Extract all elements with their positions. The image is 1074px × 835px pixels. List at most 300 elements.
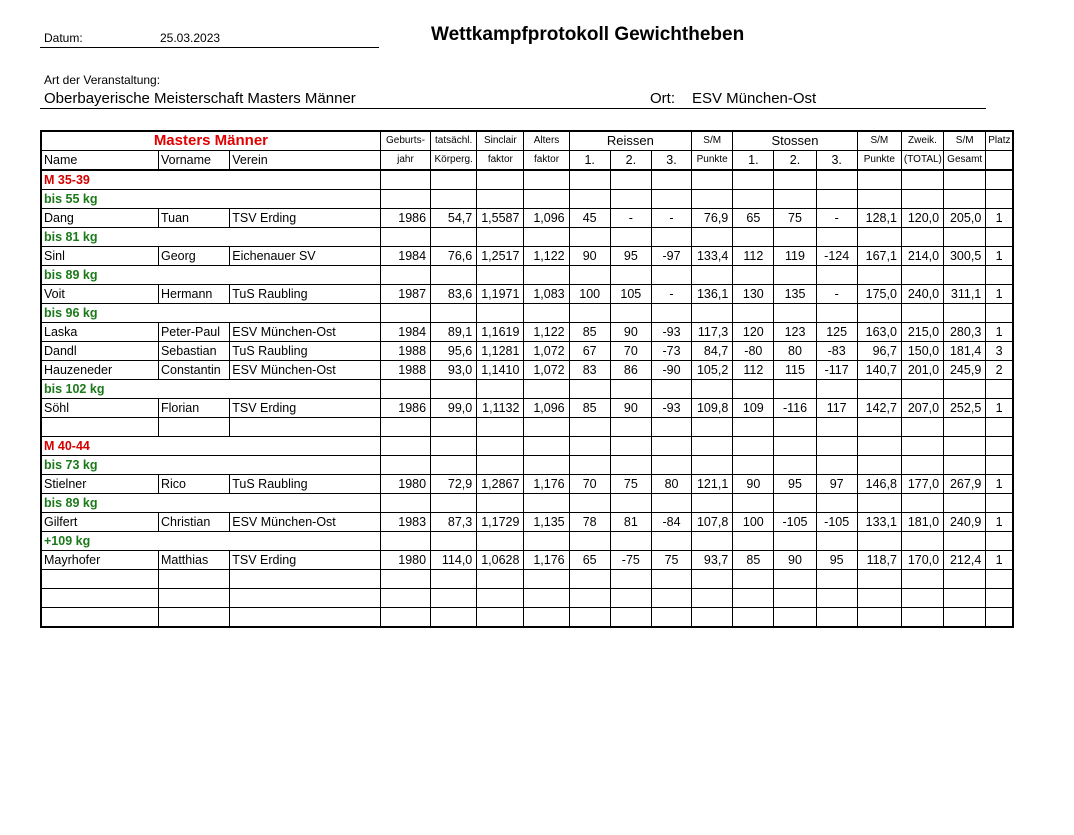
col-bodyweight-top: tatsächl. — [431, 131, 477, 151]
empty-cell — [816, 228, 857, 247]
cell-age-factor: 1,083 — [524, 285, 569, 304]
empty-cell — [158, 589, 229, 608]
col-name: Name — [41, 151, 158, 171]
weight-class-label: bis 89 kg — [41, 494, 380, 513]
empty-cell — [733, 380, 774, 399]
category-row — [41, 190, 1013, 209]
col-total-top: Zweik. — [901, 131, 943, 151]
empty-cell — [692, 380, 733, 399]
athlete-row — [41, 475, 1013, 494]
empty-cell — [431, 589, 477, 608]
empty-cell — [524, 532, 569, 551]
cell-name: Dandl — [41, 342, 158, 361]
empty-cell — [477, 266, 524, 285]
cell-vorname: Hermann — [158, 285, 229, 304]
cell-cj-sm-points: 175,0 — [857, 285, 901, 304]
cell-total-sm: 212,4 — [944, 551, 986, 570]
empty-cell — [380, 190, 430, 209]
cell-total: 181,0 — [901, 513, 943, 532]
empty-cell — [901, 228, 943, 247]
cell-total: 170,0 — [901, 551, 943, 570]
empty-cell — [477, 589, 524, 608]
empty-cell — [569, 437, 610, 456]
cell-snatch-2: 95 — [610, 247, 651, 266]
empty-cell — [944, 380, 986, 399]
cell-cj-sm-points: 163,0 — [857, 323, 901, 342]
empty-cell — [901, 380, 943, 399]
empty-cell — [524, 266, 569, 285]
cell-place: 1 — [986, 247, 1013, 266]
cell-snatch-3: -73 — [651, 342, 691, 361]
col-cj-sm-top: S/M — [857, 131, 901, 151]
empty-cell — [610, 190, 651, 209]
weight-class-label: bis 96 kg — [41, 304, 380, 323]
weight-class-label: bis 102 kg — [41, 380, 380, 399]
empty-cell — [986, 380, 1013, 399]
empty-cell — [944, 570, 986, 589]
empty-cell — [477, 532, 524, 551]
cell-snatch-2: 81 — [610, 513, 651, 532]
empty-cell — [986, 456, 1013, 475]
empty-cell — [816, 190, 857, 209]
col-total-bottom: (TOTAL) — [901, 151, 943, 171]
empty-cell — [857, 418, 901, 437]
category-row — [41, 456, 1013, 475]
cell-verein: Eichenauer SV — [230, 247, 381, 266]
cell-place: 3 — [986, 342, 1013, 361]
cell-cj-sm-points: 96,7 — [857, 342, 901, 361]
empty-cell — [816, 380, 857, 399]
empty-cell — [986, 608, 1013, 628]
cell-cj-sm-points: 146,8 — [857, 475, 901, 494]
cell-bodyweight: 76,6 — [431, 247, 477, 266]
empty-cell — [380, 437, 430, 456]
cell-sinclair-factor: 1,1281 — [477, 342, 524, 361]
empty-cell — [569, 418, 610, 437]
cell-snatch-2: -75 — [610, 551, 651, 570]
empty-cell — [816, 589, 857, 608]
cell-snatch-sm-points: 121,1 — [692, 475, 733, 494]
empty-cell — [816, 266, 857, 285]
empty-cell — [901, 190, 943, 209]
empty-cell — [733, 570, 774, 589]
empty-cell — [774, 437, 816, 456]
empty-cell — [477, 456, 524, 475]
empty-cell — [774, 228, 816, 247]
event-type-label: Art der Veranstaltung: — [44, 73, 161, 87]
empty-cell — [944, 494, 986, 513]
empty-cell — [569, 494, 610, 513]
cell-place: 1 — [986, 551, 1013, 570]
cell-cj-1: 130 — [733, 285, 774, 304]
location-value: ESV München-Ost — [692, 90, 817, 107]
cell-vorname: Constantin — [158, 361, 229, 380]
empty-row — [41, 570, 1013, 589]
cell-birth-year: 1980 — [380, 475, 430, 494]
cell-birth-year: 1986 — [380, 399, 430, 418]
cell-total-sm: 205,0 — [944, 209, 986, 228]
empty-cell — [816, 456, 857, 475]
cell-cj-sm-points: 128,1 — [857, 209, 901, 228]
location-label: Ort: — [650, 90, 675, 107]
category-row — [41, 304, 1013, 323]
cell-vorname: Peter-Paul — [158, 323, 229, 342]
empty-cell — [816, 170, 857, 190]
cell-sinclair-factor: 1,0628 — [477, 551, 524, 570]
age-class-label: M 35-39 — [41, 170, 380, 190]
empty-cell — [610, 589, 651, 608]
empty-cell — [158, 608, 229, 628]
cell-snatch-1: 78 — [569, 513, 610, 532]
col-place-bottom — [986, 151, 1013, 171]
empty-cell — [944, 228, 986, 247]
empty-cell — [986, 418, 1013, 437]
cell-total-sm: 300,5 — [944, 247, 986, 266]
empty-cell — [569, 170, 610, 190]
empty-cell — [944, 456, 986, 475]
empty-cell — [733, 190, 774, 209]
empty-cell — [774, 190, 816, 209]
empty-cell — [230, 589, 381, 608]
cell-age-factor: 1,135 — [524, 513, 569, 532]
empty-cell — [944, 589, 986, 608]
col-snatch-3: 3. — [651, 151, 691, 171]
col-sinclair-top: Sinclair — [477, 131, 524, 151]
empty-cell — [651, 266, 691, 285]
col-cj-1: 1. — [733, 151, 774, 171]
cell-place: 1 — [986, 323, 1013, 342]
cell-snatch-3: -97 — [651, 247, 691, 266]
cell-cj-2: 95 — [774, 475, 816, 494]
empty-cell — [610, 532, 651, 551]
empty-cell — [692, 589, 733, 608]
empty-cell — [816, 418, 857, 437]
cell-snatch-sm-points: 93,7 — [692, 551, 733, 570]
cell-age-factor: 1,072 — [524, 361, 569, 380]
cell-verein: ESV München-Ost — [230, 323, 381, 342]
cell-cj-3: -124 — [816, 247, 857, 266]
empty-cell — [986, 494, 1013, 513]
results-table — [40, 130, 1014, 628]
empty-cell — [380, 570, 430, 589]
athlete-row — [41, 342, 1013, 361]
category-row — [41, 380, 1013, 399]
cell-cj-sm-points: 142,7 — [857, 399, 901, 418]
empty-cell — [651, 304, 691, 323]
cell-total: 150,0 — [901, 342, 943, 361]
empty-cell — [944, 190, 986, 209]
empty-cell — [431, 532, 477, 551]
cell-name: Gilfert — [41, 513, 158, 532]
cell-cj-2: -105 — [774, 513, 816, 532]
category-row — [41, 532, 1013, 551]
empty-cell — [569, 532, 610, 551]
empty-cell — [651, 494, 691, 513]
empty-cell — [733, 456, 774, 475]
empty-cell — [477, 170, 524, 190]
empty-cell — [774, 380, 816, 399]
age-class-label: M 40-44 — [41, 437, 380, 456]
empty-cell — [944, 266, 986, 285]
empty-cell — [901, 570, 943, 589]
cell-bodyweight: 87,3 — [431, 513, 477, 532]
cell-age-factor: 1,096 — [524, 209, 569, 228]
empty-cell — [569, 589, 610, 608]
cell-sinclair-factor: 1,1410 — [477, 361, 524, 380]
empty-cell — [610, 380, 651, 399]
col-vorname: Vorname — [158, 151, 229, 171]
col-total-sm-top: S/M — [944, 131, 986, 151]
cell-bodyweight: 72,9 — [431, 475, 477, 494]
cell-name: Hauzeneder — [41, 361, 158, 380]
empty-cell — [380, 418, 430, 437]
cell-snatch-sm-points: 133,4 — [692, 247, 733, 266]
empty-cell — [610, 266, 651, 285]
empty-cell — [651, 380, 691, 399]
empty-cell — [610, 418, 651, 437]
empty-cell — [524, 608, 569, 628]
cell-sinclair-factor: 1,5587 — [477, 209, 524, 228]
empty-cell — [569, 570, 610, 589]
empty-cell — [569, 608, 610, 628]
empty-cell — [380, 532, 430, 551]
cell-age-factor: 1,122 — [524, 323, 569, 342]
empty-cell — [524, 380, 569, 399]
empty-cell — [692, 266, 733, 285]
header-row-2 — [41, 151, 1013, 171]
empty-cell — [651, 437, 691, 456]
empty-cell — [610, 228, 651, 247]
col-cj-group: Stossen — [733, 131, 857, 151]
cell-snatch-1: 90 — [569, 247, 610, 266]
col-cj-3: 3. — [816, 151, 857, 171]
col-verein: Verein — [230, 151, 381, 171]
category-row — [41, 437, 1013, 456]
cell-verein: TuS Raubling — [230, 285, 381, 304]
empty-cell — [901, 456, 943, 475]
cell-snatch-3: - — [651, 285, 691, 304]
cell-snatch-1: 100 — [569, 285, 610, 304]
empty-cell — [944, 304, 986, 323]
empty-cell — [901, 266, 943, 285]
empty-cell — [431, 437, 477, 456]
empty-cell — [901, 494, 943, 513]
empty-cell — [857, 266, 901, 285]
empty-cell — [610, 437, 651, 456]
cell-cj-1: 65 — [733, 209, 774, 228]
empty-cell — [774, 304, 816, 323]
empty-cell — [774, 589, 816, 608]
cell-cj-2: 90 — [774, 551, 816, 570]
empty-cell — [477, 437, 524, 456]
cell-cj-3: -117 — [816, 361, 857, 380]
empty-cell — [857, 456, 901, 475]
col-snatch-2: 2. — [610, 151, 651, 171]
cell-vorname: Sebastian — [158, 342, 229, 361]
empty-cell — [944, 418, 986, 437]
cell-name: Mayrhofer — [41, 551, 158, 570]
cell-total: 177,0 — [901, 475, 943, 494]
cell-sinclair-factor: 1,1132 — [477, 399, 524, 418]
cell-age-factor: 1,096 — [524, 399, 569, 418]
empty-cell — [569, 228, 610, 247]
empty-cell — [692, 437, 733, 456]
empty-cell — [986, 170, 1013, 190]
cell-place: 1 — [986, 209, 1013, 228]
empty-cell — [857, 570, 901, 589]
cell-vorname: Matthias — [158, 551, 229, 570]
cell-verein: ESV München-Ost — [230, 513, 381, 532]
col-age-top: Alters — [524, 131, 569, 151]
empty-cell — [901, 437, 943, 456]
empty-cell — [477, 190, 524, 209]
athlete-row — [41, 513, 1013, 532]
cell-cj-1: 90 — [733, 475, 774, 494]
weight-class-label: +109 kg — [41, 532, 380, 551]
empty-cell — [524, 437, 569, 456]
col-sinclair-bottom: faktor — [477, 151, 524, 171]
cell-vorname: Christian — [158, 513, 229, 532]
empty-cell — [380, 228, 430, 247]
empty-cell — [380, 170, 430, 190]
empty-cell — [733, 437, 774, 456]
empty-cell — [524, 589, 569, 608]
col-cj-sm-bottom: Punkte — [857, 151, 901, 171]
empty-cell — [986, 532, 1013, 551]
cell-place: 1 — [986, 513, 1013, 532]
cell-bodyweight: 83,6 — [431, 285, 477, 304]
empty-cell — [692, 608, 733, 628]
cell-verein: TSV Erding — [230, 399, 381, 418]
cell-vorname: Florian — [158, 399, 229, 418]
empty-cell — [901, 589, 943, 608]
empty-cell — [651, 570, 691, 589]
athlete-row — [41, 399, 1013, 418]
empty-cell — [610, 494, 651, 513]
cell-snatch-3: -90 — [651, 361, 691, 380]
col-birth-bottom: jahr — [380, 151, 430, 171]
weight-class-label: bis 81 kg — [41, 228, 380, 247]
cell-snatch-2: 86 — [610, 361, 651, 380]
empty-cell — [857, 589, 901, 608]
empty-cell — [158, 570, 229, 589]
col-place-top: Platz — [986, 131, 1013, 151]
cell-total: 240,0 — [901, 285, 943, 304]
empty-cell — [692, 456, 733, 475]
cell-cj-2: 115 — [774, 361, 816, 380]
empty-cell — [380, 304, 430, 323]
athlete-row — [41, 285, 1013, 304]
cell-total: 214,0 — [901, 247, 943, 266]
empty-cell — [524, 418, 569, 437]
empty-cell — [816, 570, 857, 589]
empty-cell — [610, 170, 651, 190]
col-cj-2: 2. — [774, 151, 816, 171]
empty-cell — [380, 380, 430, 399]
cell-snatch-1: 83 — [569, 361, 610, 380]
empty-cell — [857, 190, 901, 209]
empty-cell — [816, 304, 857, 323]
event-name: Oberbayerische Meisterschaft Masters Männer — [44, 90, 356, 107]
empty-cell — [569, 190, 610, 209]
empty-cell — [774, 532, 816, 551]
cell-age-factor: 1,176 — [524, 551, 569, 570]
empty-cell — [524, 456, 569, 475]
col-total-sm-bottom: Gesamt — [944, 151, 986, 171]
cell-age-factor: 1,072 — [524, 342, 569, 361]
cell-cj-3: -105 — [816, 513, 857, 532]
cell-snatch-3: -93 — [651, 323, 691, 342]
empty-cell — [816, 437, 857, 456]
cell-verein: TuS Raubling — [230, 475, 381, 494]
cell-snatch-sm-points: 117,3 — [692, 323, 733, 342]
cell-place: 2 — [986, 361, 1013, 380]
empty-cell — [431, 170, 477, 190]
cell-cj-sm-points: 140,7 — [857, 361, 901, 380]
cell-cj-2: 119 — [774, 247, 816, 266]
empty-cell — [774, 170, 816, 190]
empty-cell — [857, 170, 901, 190]
empty-cell — [569, 304, 610, 323]
cell-verein: ESV München-Ost — [230, 361, 381, 380]
cell-cj-1: 120 — [733, 323, 774, 342]
weight-class-label: bis 89 kg — [41, 266, 380, 285]
cell-vorname: Rico — [158, 475, 229, 494]
empty-cell — [41, 418, 158, 437]
empty-cell — [733, 304, 774, 323]
category-row — [41, 228, 1013, 247]
athlete-row — [41, 551, 1013, 570]
cell-cj-2: 135 — [774, 285, 816, 304]
cell-snatch-sm-points: 109,8 — [692, 399, 733, 418]
cell-name: Dang — [41, 209, 158, 228]
empty-cell — [774, 608, 816, 628]
empty-cell — [230, 608, 381, 628]
empty-cell — [41, 608, 158, 628]
cell-sinclair-factor: 1,1729 — [477, 513, 524, 532]
empty-cell — [610, 570, 651, 589]
cell-cj-sm-points: 118,7 — [857, 551, 901, 570]
cell-total-sm: 280,3 — [944, 323, 986, 342]
empty-cell — [944, 437, 986, 456]
cell-snatch-2: 105 — [610, 285, 651, 304]
empty-cell — [431, 608, 477, 628]
cell-snatch-3: 80 — [651, 475, 691, 494]
empty-cell — [380, 608, 430, 628]
cell-cj-3: 117 — [816, 399, 857, 418]
empty-cell — [610, 304, 651, 323]
empty-cell — [816, 532, 857, 551]
cell-sinclair-factor: 1,1971 — [477, 285, 524, 304]
cell-place: 1 — [986, 475, 1013, 494]
empty-cell — [524, 228, 569, 247]
cell-bodyweight: 89,1 — [431, 323, 477, 342]
empty-cell — [569, 456, 610, 475]
empty-cell — [569, 380, 610, 399]
cell-cj-1: 109 — [733, 399, 774, 418]
athlete-row — [41, 361, 1013, 380]
empty-cell — [431, 494, 477, 513]
empty-cell — [692, 170, 733, 190]
empty-cell — [230, 570, 381, 589]
empty-cell — [651, 456, 691, 475]
col-birth-top: Geburts- — [380, 131, 430, 151]
cell-cj-1: -80 — [733, 342, 774, 361]
col-snatch-sm-top: S/M — [692, 131, 733, 151]
cell-cj-1: 112 — [733, 361, 774, 380]
empty-cell — [692, 228, 733, 247]
header-row-1 — [41, 131, 1013, 151]
